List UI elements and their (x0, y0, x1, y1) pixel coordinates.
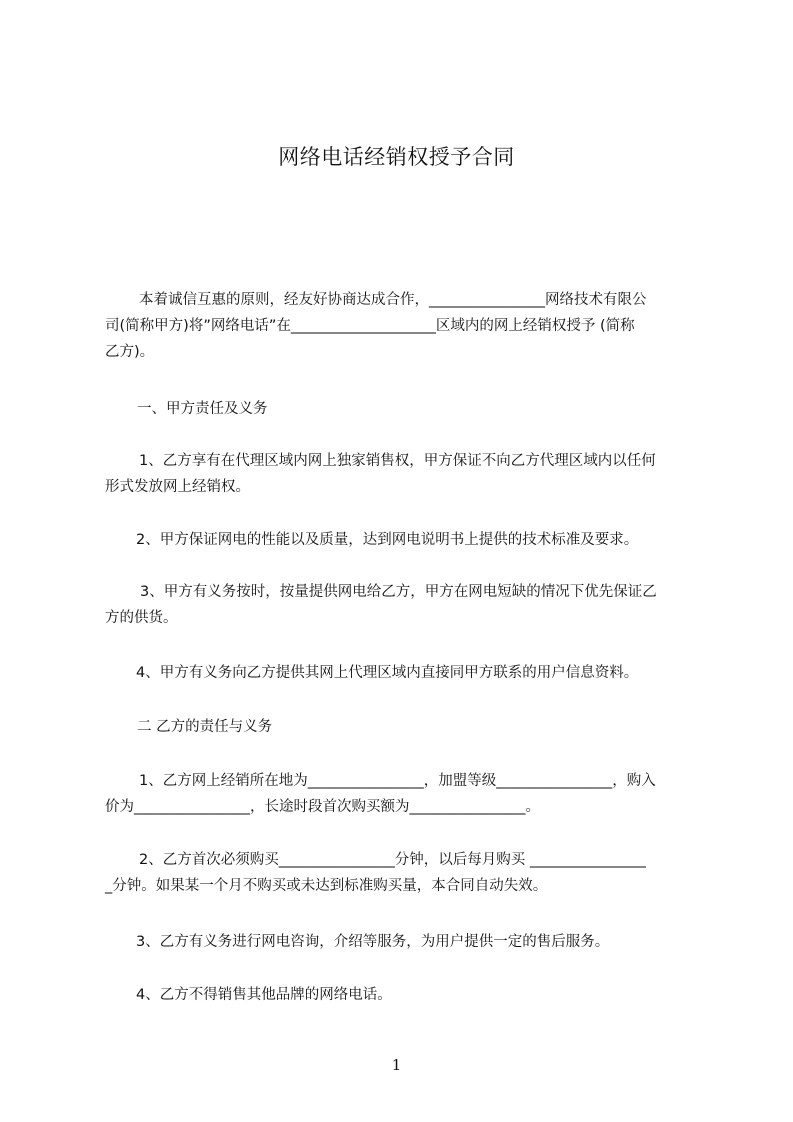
page-title: 网络电话经销权授予合同 (278, 145, 515, 169)
intro-line: 司(简称甲方)将”网络电话”在____________________区域内的网上经销权授予 (简称 (105, 318, 635, 334)
clause-line: 1、乙方享有在代理区域内网上独家销售权，甲方保证不向乙方代理区域内以任何 (139, 453, 656, 469)
section-1-heading: 一、甲方责任及义务 (137, 401, 268, 417)
clause-line: 2、甲方保证网电的性能以及质量，达到网电说明书上提供的技术标准及要求。 (136, 532, 639, 548)
clause-line: 3、甲方有义务按时，按量提供网电给乙方，甲方在网电短缺的情况下优先保证乙 (140, 584, 657, 600)
clause-line: 3、乙方有义务进行网电咨询，介绍等服务，为用户提供一定的售后服务。 (136, 934, 610, 950)
clause-line: 价为________________，长途时段首次购买额为________________。 (105, 799, 540, 815)
section-2-clause-4 (105, 982, 705, 1008)
section-1-clause-4 (105, 660, 705, 686)
clause-line: 形式发放网上经销权。 (105, 479, 250, 495)
intro-line: 乙方)。 (105, 344, 155, 360)
section-1-clause-2 (105, 527, 705, 553)
section-2-heading: 二 乙方的责任与义务 (137, 719, 273, 735)
clause-line: 2、乙方首次必须购买________________分钟，以后每月购买 ________________ (139, 852, 646, 868)
clause-line: 4、甲方有义务向乙方提供其网上代理区域内直接同甲方联系的用户信息资料。 (136, 665, 639, 681)
section-1-clause-3 (105, 579, 705, 631)
section-2-clause-1 (105, 768, 705, 820)
clause-line: 方的供货。 (105, 610, 178, 626)
clause-line: 4、乙方不得销售其他品牌的网络电话。 (136, 987, 392, 1003)
page-number: 1 (391, 1056, 402, 1074)
intro-paragraph (105, 287, 705, 365)
section-2-clause-2 (105, 847, 705, 899)
clause-line: _分钟。如果某一个月不购买或未达到标准购买量，本合同自动失效。 (105, 878, 548, 894)
section-2-clause-3 (105, 929, 705, 955)
section-1-clause-1 (105, 448, 705, 500)
intro-line: 本着诚信互惠的原则，经友好协商达成合作，________________网络技术有限公 (139, 292, 647, 308)
clause-line: 1、乙方网上经销所在地为________________，加盟等级________________，购入 (139, 773, 656, 789)
